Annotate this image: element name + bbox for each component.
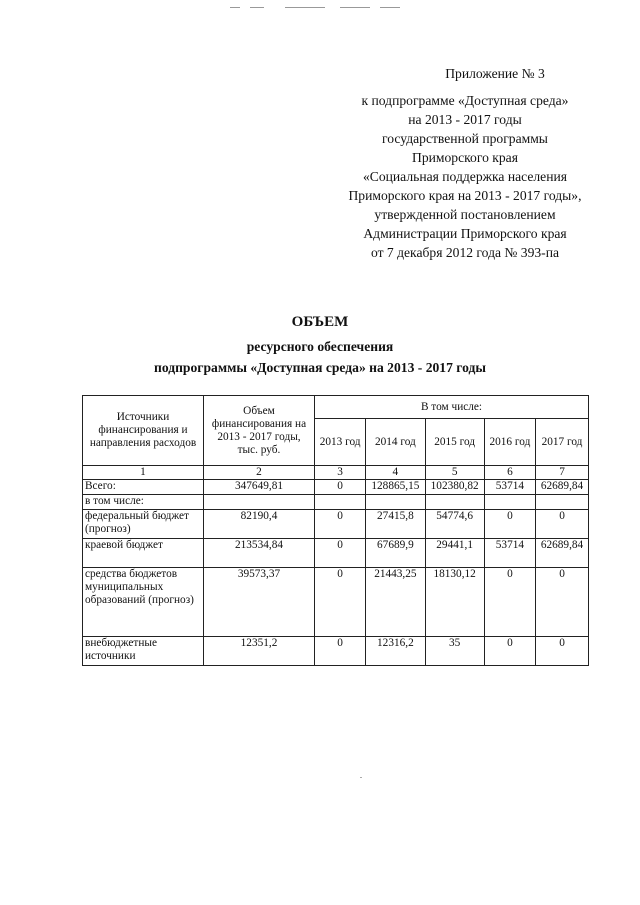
row-value: 0 [315,510,366,539]
row-value: 102380,82 [425,480,484,495]
appendix-line: к подпрограмме «Доступная среда» [361,93,569,108]
appendix-line: государственной программы [382,131,548,146]
row-value: 0 [315,568,366,637]
table-row [83,510,589,539]
document-title [0,312,640,378]
scan-speck [360,777,362,778]
column-number: 1 [83,466,204,480]
row-value: 29441,1 [425,539,484,568]
top-scan-marks [230,4,410,12]
row-value: 0 [315,539,366,568]
row-value: 0 [536,568,589,637]
header-year: 2013 год [315,419,366,466]
row-total: 39573,37 [204,568,315,637]
column-number: 5 [425,466,484,480]
row-value: 0 [315,637,366,666]
resource-table [82,395,589,666]
appendix-line: на 2013 - 2017 годы [408,112,522,127]
row-label: в том числе: [83,495,204,510]
appendix-line: утвержденной постановлением [374,207,556,222]
column-number: 2 [204,466,315,480]
row-value: 27415,8 [366,510,425,539]
row-value: 53714 [484,539,535,568]
header-including: В том числе: [315,396,589,419]
row-label: краевой бюджет [83,539,204,568]
row-value: 35 [425,637,484,666]
row-value: 0 [536,637,589,666]
row-label: внебюджетные источники [83,637,204,666]
header-year: 2014 год [366,419,425,466]
header-year: 2016 год [484,419,535,466]
title-line-1: ОБЪЕМ [291,314,349,330]
row-value: 67689,9 [366,539,425,568]
row-total: 12351,2 [204,637,315,666]
table-row [83,495,589,510]
table-row [83,637,589,666]
appendix-block [300,64,630,262]
row-value: 21443,25 [366,568,425,637]
row-label: федеральный бюджет (прогноз) [83,510,204,539]
row-total: 213534,84 [204,539,315,568]
table-row [83,568,589,637]
column-number: 4 [366,466,425,480]
row-value: 62689,84 [536,480,589,495]
row-value: 0 [484,510,535,539]
row-value: 128865,15 [366,480,425,495]
appendix-line: «Социальная поддержка населения [362,169,568,184]
row-value: 0 [536,510,589,539]
title-line-3: подпрограммы «Доступная среда» на 2013 - 2017 годы [153,360,487,375]
column-number: 7 [536,466,589,480]
row-value: 53714 [484,480,535,495]
column-number: 3 [315,466,366,480]
row-label: средства бюджетов муниципальных образований (прогноз) [83,568,204,637]
row-total: 82190,4 [204,510,315,539]
row-value: 12316,2 [366,637,425,666]
header-year: 2017 год [536,419,589,466]
appendix-number: Приложение № 3 [445,66,545,81]
column-number: 6 [484,466,535,480]
header-sources: Источники финансирования и направления расходов [83,396,204,466]
appendix-line: Приморского края [412,150,518,165]
row-value: 0 [484,568,535,637]
table-row [83,539,589,568]
appendix-line: от 7 декабря 2012 года № 393-па [370,245,560,260]
table-row [83,480,589,495]
row-value: 0 [484,637,535,666]
row-value: 18130,12 [425,568,484,637]
appendix-line: Администрации Приморского края [363,226,567,241]
title-line-2: ресурсного обеспечения [246,339,394,354]
column-number-row [83,466,589,480]
row-total: 347649,81 [204,480,315,495]
row-value: 54774,6 [425,510,484,539]
header-volume: Объем финансирования на 2013 - 2017 годы, тыс. руб. [204,396,315,466]
row-value: 62689,84 [536,539,589,568]
header-year: 2015 год [425,419,484,466]
row-value: 0 [315,480,366,495]
row-label: Всего: [83,480,204,495]
appendix-line: Приморского края на 2013 - 2017 годы», [348,188,582,203]
